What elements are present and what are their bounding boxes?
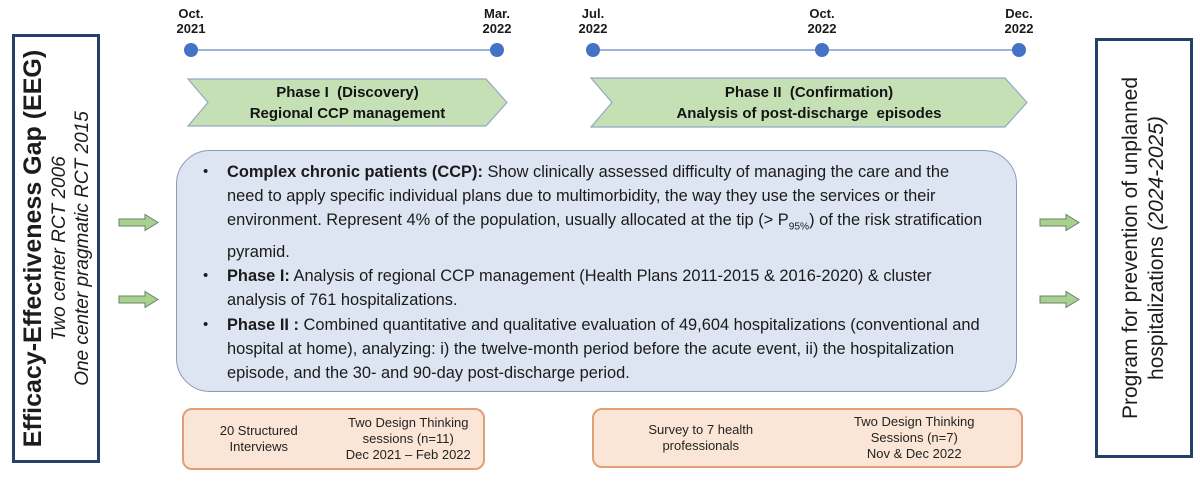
milestone-year: 2022 — [578, 21, 608, 36]
bullet-item: • Phase I: Analysis of regional CCP management (Health Plans 2011-2015 & 2016-2020) & cluster analysis of 761 hospitalizations. — [199, 264, 986, 312]
timeline-dot — [490, 43, 504, 57]
method-cell-design-thinking-1 — [334, 415, 484, 463]
program-text-main: Program for prevention of unplanned hospitalizations — [1119, 76, 1168, 420]
milestone-year: 2021 — [176, 21, 206, 36]
flow-arrow-right-bottom — [1039, 290, 1080, 309]
method-line: Two Design Thinking — [854, 414, 975, 429]
milestone-month: Jul. — [581, 6, 605, 21]
bullet-item: • Phase II : Combined quantitative and qualitative evaluation of 49,604 hospitalizations (conventional and hospital at home), analyzing: i) the twelve-month period before the acute event, ii) the hospitalization episode, and the 30- and 90-day post-discharge period. — [199, 313, 986, 386]
milestone-year: 2022 — [807, 21, 837, 36]
milestone-mar-2022 — [462, 6, 532, 36]
method-line: Dec 2021 – Feb 2022 — [345, 447, 471, 462]
program-text — [1118, 41, 1170, 455]
phase2-banner-line1: Phase II (Confirmation) — [724, 83, 894, 101]
milestone-oct-2022 — [787, 6, 857, 36]
method-line: professionals — [662, 438, 740, 453]
milestone-month: Oct. — [178, 6, 204, 21]
phase2-banner — [590, 77, 1028, 128]
flow-arrow-left-top — [118, 213, 159, 232]
milestone-month: Oct. — [809, 6, 835, 21]
method-line: Nov & Dec 2022 — [866, 446, 962, 461]
eeg-subtitle-1: Two center RCT 2006 — [48, 156, 70, 341]
right-panel-program — [1095, 38, 1193, 458]
bullet-list — [199, 160, 986, 385]
method-cell-design-thinking-2 — [808, 414, 1022, 462]
method-box-phase1 — [182, 408, 485, 470]
milestone-month: Dec. — [1005, 6, 1033, 21]
timeline-dot — [1012, 43, 1026, 57]
flow-arrow-right-top — [1039, 213, 1080, 232]
phase1-banner-line1: Phase I (Discovery) — [276, 83, 419, 101]
milestone-month: Mar. — [483, 6, 510, 21]
description-box — [176, 150, 1017, 392]
milestone-oct-2021 — [156, 6, 226, 36]
phase1-banner — [187, 78, 508, 127]
left-panel-eeg — [12, 34, 100, 463]
method-cell-survey — [594, 422, 808, 454]
milestone-jul-2022 — [558, 6, 628, 36]
method-box-phase2 — [592, 408, 1023, 468]
milestone-year: 2022 — [1004, 21, 1034, 36]
method-line: Survey to 7 health — [648, 422, 754, 437]
program-text-years: (2024-2025) — [1145, 116, 1168, 231]
milestone-dec-2022 — [984, 6, 1054, 36]
phase2-banner-line2: Analysis of post-discharge episodes — [676, 104, 942, 122]
timeline-dot — [184, 43, 198, 57]
phase1-banner-line2: Regional CCP management — [249, 104, 446, 122]
milestone-year: 2022 — [482, 21, 512, 36]
method-line: sessions (n=11) — [362, 431, 454, 446]
eeg-title: Efficacy-Effectiveness Gap (EEG) — [18, 49, 47, 448]
method-cell-interviews — [184, 423, 334, 455]
timeline-phase1-line — [191, 49, 497, 51]
method-line: 20 Structured — [219, 423, 298, 438]
bullet-item: • Complex chronic patients (CCP): Show clinically assessed difficulty of managing the care and the need to apply specific individual plans due to multimorbidity, the way they use the services or their environment. Represent 4% of the population, usually allocated at the tip (> $P_{95\%}$) of the risk stratification pyramid. — [199, 160, 986, 264]
timeline-phase2-line — [593, 49, 1019, 51]
flow-arrow-left-bottom — [118, 290, 159, 309]
timeline-dot — [586, 43, 600, 57]
timeline-dot — [815, 43, 829, 57]
method-line: Sessions (n=7) — [870, 430, 958, 445]
eeg-subtitle-2: One center pragmatic RCT 2015 — [71, 111, 93, 386]
method-line: Two Design Thinking — [348, 415, 469, 430]
method-line: Interviews — [229, 439, 289, 454]
